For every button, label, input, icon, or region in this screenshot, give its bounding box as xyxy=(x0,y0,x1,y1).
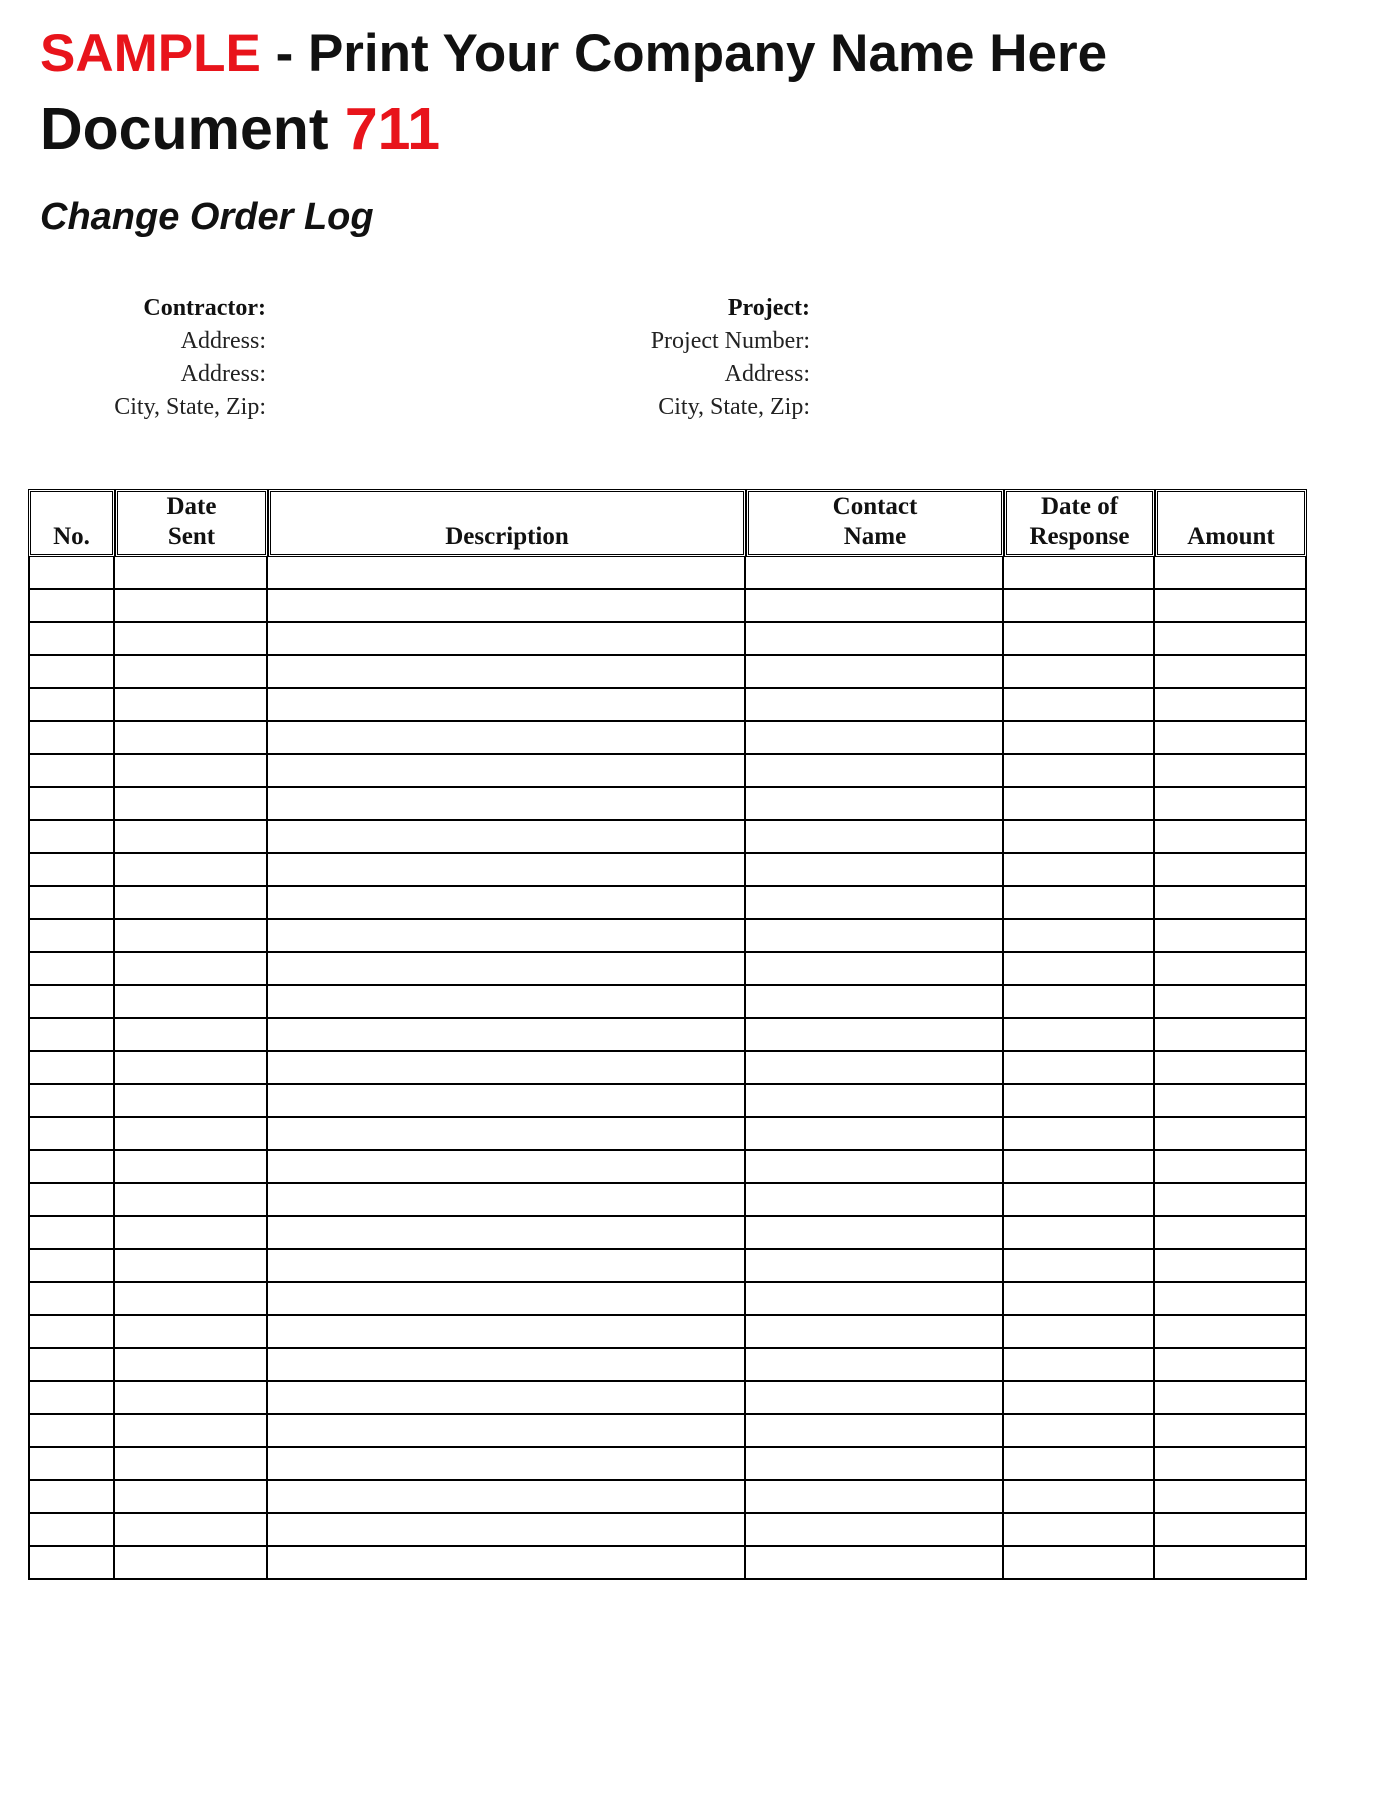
table-row xyxy=(28,1250,1307,1283)
table-row xyxy=(28,1349,1307,1382)
cell-date-of-response[interactable] xyxy=(1004,1448,1155,1481)
table-row xyxy=(28,623,1307,656)
cell-amount[interactable] xyxy=(1155,788,1307,821)
cell-no[interactable] xyxy=(28,689,115,722)
document-title xyxy=(40,94,440,164)
cell-description[interactable] xyxy=(268,1283,746,1316)
cell-date-of-response[interactable] xyxy=(1004,1349,1155,1382)
cell-no[interactable] xyxy=(28,656,115,689)
cell-date-sent[interactable] xyxy=(115,1085,268,1118)
cell-date-sent[interactable] xyxy=(115,1250,268,1283)
column-header-date-sent: Date Sent xyxy=(115,489,268,557)
table-row xyxy=(28,821,1307,854)
cell-no[interactable] xyxy=(28,623,115,656)
cell-contact-name[interactable] xyxy=(746,1118,1004,1151)
cell-date-of-response[interactable] xyxy=(1004,557,1155,590)
cell-date-sent[interactable] xyxy=(115,656,268,689)
cell-date-of-response[interactable] xyxy=(1004,1085,1155,1118)
project-city-state-zip-label: City, State, Zip: xyxy=(658,394,810,420)
cell-contact-name[interactable] xyxy=(746,623,1004,656)
cell-date-of-response[interactable] xyxy=(1004,1118,1155,1151)
cell-no[interactable] xyxy=(28,1019,115,1052)
cell-amount[interactable] xyxy=(1155,920,1307,953)
cell-contact-name[interactable] xyxy=(746,722,1004,755)
cell-date-of-response[interactable] xyxy=(1004,953,1155,986)
cell-date-of-response[interactable] xyxy=(1004,1151,1155,1184)
cell-description[interactable] xyxy=(268,755,746,788)
cell-amount[interactable] xyxy=(1155,1514,1307,1547)
cell-amount[interactable] xyxy=(1155,623,1307,656)
cell-no[interactable] xyxy=(28,1514,115,1547)
cell-contact-name[interactable] xyxy=(746,1217,1004,1250)
contractor-address-label-2: Address: xyxy=(180,361,266,387)
cell-date-sent[interactable] xyxy=(115,590,268,623)
cell-date-of-response[interactable] xyxy=(1004,1415,1155,1448)
table-row xyxy=(28,1151,1307,1184)
table-row xyxy=(28,1547,1307,1580)
project-number-label: Project Number: xyxy=(650,328,810,354)
cell-date-of-response[interactable] xyxy=(1004,623,1155,656)
cell-date-sent[interactable] xyxy=(115,1019,268,1052)
cell-description[interactable] xyxy=(268,557,746,590)
cell-description[interactable] xyxy=(268,1382,746,1415)
cell-contact-name[interactable] xyxy=(746,755,1004,788)
cell-date-of-response[interactable] xyxy=(1004,656,1155,689)
project-block xyxy=(560,292,810,424)
project-address-label: Address: xyxy=(724,361,810,387)
cell-no[interactable] xyxy=(28,1481,115,1514)
cell-description[interactable] xyxy=(268,1184,746,1217)
cell-date-sent[interactable] xyxy=(115,1382,268,1415)
cell-date-sent[interactable] xyxy=(115,557,268,590)
table-row xyxy=(28,755,1307,788)
cell-contact-name[interactable] xyxy=(746,1382,1004,1415)
cell-description[interactable] xyxy=(268,953,746,986)
table-row xyxy=(28,1184,1307,1217)
cell-no[interactable] xyxy=(28,1283,115,1316)
cell-no[interactable] xyxy=(28,986,115,1019)
cell-no[interactable] xyxy=(28,1151,115,1184)
cell-date-sent[interactable] xyxy=(115,1151,268,1184)
cell-contact-name[interactable] xyxy=(746,1349,1004,1382)
cell-date-of-response[interactable] xyxy=(1004,788,1155,821)
cell-amount[interactable] xyxy=(1155,1349,1307,1382)
table-row xyxy=(28,557,1307,590)
cell-amount[interactable] xyxy=(1155,590,1307,623)
cell-date-sent[interactable] xyxy=(115,1052,268,1085)
cell-amount[interactable] xyxy=(1155,1217,1307,1250)
cell-amount[interactable] xyxy=(1155,821,1307,854)
cell-date-sent[interactable] xyxy=(115,854,268,887)
table-row xyxy=(28,920,1307,953)
cell-date-sent[interactable] xyxy=(115,1415,268,1448)
cell-contact-name[interactable] xyxy=(746,557,1004,590)
cell-date-sent[interactable] xyxy=(115,1184,268,1217)
cell-amount[interactable] xyxy=(1155,557,1307,590)
cell-date-of-response[interactable] xyxy=(1004,1217,1155,1250)
cell-contact-name[interactable] xyxy=(746,1151,1004,1184)
cell-date-sent[interactable] xyxy=(115,623,268,656)
cell-date-sent[interactable] xyxy=(115,788,268,821)
cell-contact-name[interactable] xyxy=(746,953,1004,986)
cell-date-sent[interactable] xyxy=(115,1547,268,1580)
table-header-row xyxy=(28,489,1307,557)
cell-no[interactable] xyxy=(28,887,115,920)
cell-no[interactable] xyxy=(28,854,115,887)
cell-date-sent[interactable] xyxy=(115,722,268,755)
cell-date-of-response[interactable] xyxy=(1004,1514,1155,1547)
column-header-date-of-response: Date of Response xyxy=(1004,489,1155,557)
contractor-block xyxy=(40,292,266,424)
cell-amount[interactable] xyxy=(1155,1085,1307,1118)
cell-date-sent[interactable] xyxy=(115,1118,268,1151)
cell-description[interactable] xyxy=(268,1085,746,1118)
cell-no[interactable] xyxy=(28,557,115,590)
cell-description[interactable] xyxy=(268,1415,746,1448)
cell-date-of-response[interactable] xyxy=(1004,887,1155,920)
company-name-placeholder: - Print Your Company Name Here xyxy=(260,24,1108,83)
cell-no[interactable] xyxy=(28,1217,115,1250)
cell-date-sent[interactable] xyxy=(115,920,268,953)
cell-contact-name[interactable] xyxy=(746,1415,1004,1448)
cell-contact-name[interactable] xyxy=(746,689,1004,722)
cell-contact-name[interactable] xyxy=(746,1283,1004,1316)
table-row xyxy=(28,1019,1307,1052)
cell-contact-name[interactable] xyxy=(746,1481,1004,1514)
cell-amount[interactable] xyxy=(1155,986,1307,1019)
cell-date-of-response[interactable] xyxy=(1004,755,1155,788)
cell-no[interactable] xyxy=(28,1250,115,1283)
cell-date-of-response[interactable] xyxy=(1004,1019,1155,1052)
cell-description[interactable] xyxy=(268,689,746,722)
cell-description[interactable] xyxy=(268,821,746,854)
table-row xyxy=(28,788,1307,821)
cell-no[interactable] xyxy=(28,1118,115,1151)
company-title xyxy=(40,22,1107,86)
cell-no[interactable] xyxy=(28,788,115,821)
form-subtitle: Change Order Log xyxy=(40,196,374,238)
cell-no[interactable] xyxy=(28,1085,115,1118)
cell-description[interactable] xyxy=(268,590,746,623)
cell-date-of-response[interactable] xyxy=(1004,1316,1155,1349)
cell-amount[interactable] xyxy=(1155,1415,1307,1448)
cell-amount[interactable] xyxy=(1155,1481,1307,1514)
document-label: Document xyxy=(40,96,345,162)
cell-description[interactable] xyxy=(268,656,746,689)
cell-amount[interactable] xyxy=(1155,722,1307,755)
contractor-heading: Contractor: xyxy=(143,295,266,321)
cell-amount[interactable] xyxy=(1155,1019,1307,1052)
cell-no[interactable] xyxy=(28,821,115,854)
cell-description[interactable] xyxy=(268,1151,746,1184)
contractor-address-label-1: Address: xyxy=(180,328,266,354)
table-row xyxy=(28,1118,1307,1151)
cell-description[interactable] xyxy=(268,1481,746,1514)
cell-date-sent[interactable] xyxy=(115,821,268,854)
cell-date-of-response[interactable] xyxy=(1004,590,1155,623)
cell-no[interactable] xyxy=(28,1448,115,1481)
cell-amount[interactable] xyxy=(1155,1547,1307,1580)
cell-amount[interactable] xyxy=(1155,1316,1307,1349)
column-header-description: Description xyxy=(268,489,746,557)
cell-description[interactable] xyxy=(268,623,746,656)
cell-no[interactable] xyxy=(28,1415,115,1448)
cell-date-of-response[interactable] xyxy=(1004,986,1155,1019)
cell-date-of-response[interactable] xyxy=(1004,821,1155,854)
cell-contact-name[interactable] xyxy=(746,854,1004,887)
table-row xyxy=(28,887,1307,920)
table-row xyxy=(28,1415,1307,1448)
cell-amount[interactable] xyxy=(1155,689,1307,722)
table-row xyxy=(28,854,1307,887)
cell-contact-name[interactable] xyxy=(746,1448,1004,1481)
cell-date-of-response[interactable] xyxy=(1004,1481,1155,1514)
cell-amount[interactable] xyxy=(1155,953,1307,986)
cell-date-of-response[interactable] xyxy=(1004,1184,1155,1217)
cell-description[interactable] xyxy=(268,1118,746,1151)
cell-contact-name[interactable] xyxy=(746,788,1004,821)
cell-description[interactable] xyxy=(268,722,746,755)
table-row xyxy=(28,1481,1307,1514)
cell-no[interactable] xyxy=(28,1349,115,1382)
cell-no[interactable] xyxy=(28,1184,115,1217)
cell-contact-name[interactable] xyxy=(746,1514,1004,1547)
column-header-contact-name: Contact Name xyxy=(746,489,1004,557)
cell-amount[interactable] xyxy=(1155,1382,1307,1415)
cell-description[interactable] xyxy=(268,1514,746,1547)
cell-description[interactable] xyxy=(268,1547,746,1580)
table-row xyxy=(28,689,1307,722)
cell-no[interactable] xyxy=(28,953,115,986)
table-row xyxy=(28,986,1307,1019)
table-row xyxy=(28,656,1307,689)
cell-date-of-response[interactable] xyxy=(1004,1250,1155,1283)
document-number: 711 xyxy=(344,96,441,162)
cell-description[interactable] xyxy=(268,920,746,953)
cell-amount[interactable] xyxy=(1155,1448,1307,1481)
cell-no[interactable] xyxy=(28,722,115,755)
table-body xyxy=(28,557,1307,1580)
cell-contact-name[interactable] xyxy=(746,1052,1004,1085)
cell-description[interactable] xyxy=(268,1052,746,1085)
cell-no[interactable] xyxy=(28,1382,115,1415)
cell-description[interactable] xyxy=(268,887,746,920)
cell-date-sent[interactable] xyxy=(115,1448,268,1481)
cell-date-sent[interactable] xyxy=(115,953,268,986)
cell-description[interactable] xyxy=(268,1217,746,1250)
cell-date-sent[interactable] xyxy=(115,986,268,1019)
cell-contact-name[interactable] xyxy=(746,986,1004,1019)
cell-contact-name[interactable] xyxy=(746,590,1004,623)
cell-contact-name[interactable] xyxy=(746,887,1004,920)
cell-description[interactable] xyxy=(268,986,746,1019)
cell-amount[interactable] xyxy=(1155,1118,1307,1151)
cell-date-of-response[interactable] xyxy=(1004,1382,1155,1415)
cell-date-sent[interactable] xyxy=(115,1283,268,1316)
cell-no[interactable] xyxy=(28,1316,115,1349)
cell-no[interactable] xyxy=(28,1547,115,1580)
cell-description[interactable] xyxy=(268,1250,746,1283)
cell-amount[interactable] xyxy=(1155,854,1307,887)
table-row xyxy=(28,1514,1307,1547)
cell-description[interactable] xyxy=(268,1019,746,1052)
cell-description[interactable] xyxy=(268,1448,746,1481)
cell-description[interactable] xyxy=(268,1316,746,1349)
cell-date-sent[interactable] xyxy=(115,887,268,920)
table-row xyxy=(28,1217,1307,1250)
cell-amount[interactable] xyxy=(1155,656,1307,689)
cell-no[interactable] xyxy=(28,590,115,623)
cell-contact-name[interactable] xyxy=(746,1019,1004,1052)
cell-amount[interactable] xyxy=(1155,1250,1307,1283)
cell-date-of-response[interactable] xyxy=(1004,1547,1155,1580)
project-heading: Project: xyxy=(727,295,810,321)
cell-no[interactable] xyxy=(28,920,115,953)
table-row xyxy=(28,590,1307,623)
cell-date-of-response[interactable] xyxy=(1004,1052,1155,1085)
change-order-log-table xyxy=(28,489,1307,1580)
contractor-city-state-zip-label: City, State, Zip: xyxy=(114,394,266,420)
cell-date-of-response[interactable] xyxy=(1004,1283,1155,1316)
cell-no[interactable] xyxy=(28,755,115,788)
cell-date-sent[interactable] xyxy=(115,689,268,722)
cell-date-sent[interactable] xyxy=(115,1514,268,1547)
table-row xyxy=(28,1382,1307,1415)
cell-date-of-response[interactable] xyxy=(1004,722,1155,755)
cell-date-sent[interactable] xyxy=(115,1349,268,1382)
cell-amount[interactable] xyxy=(1155,1283,1307,1316)
cell-contact-name[interactable] xyxy=(746,1184,1004,1217)
column-header-amount: Amount xyxy=(1155,489,1307,557)
cell-date-of-response[interactable] xyxy=(1004,854,1155,887)
sample-label: SAMPLE xyxy=(40,24,261,83)
cell-no[interactable] xyxy=(28,1052,115,1085)
table-row xyxy=(28,1085,1307,1118)
cell-contact-name[interactable] xyxy=(746,1547,1004,1580)
cell-contact-name[interactable] xyxy=(746,1250,1004,1283)
cell-contact-name[interactable] xyxy=(746,1085,1004,1118)
cell-amount[interactable] xyxy=(1155,887,1307,920)
table-row xyxy=(28,1052,1307,1085)
cell-description[interactable] xyxy=(268,1349,746,1382)
cell-contact-name[interactable] xyxy=(746,821,1004,854)
cell-contact-name[interactable] xyxy=(746,920,1004,953)
cell-description[interactable] xyxy=(268,788,746,821)
cell-contact-name[interactable] xyxy=(746,656,1004,689)
cell-amount[interactable] xyxy=(1155,1151,1307,1184)
table-row xyxy=(28,1316,1307,1349)
cell-date-of-response[interactable] xyxy=(1004,689,1155,722)
cell-date-of-response[interactable] xyxy=(1004,920,1155,953)
table-row xyxy=(28,1448,1307,1481)
cell-amount[interactable] xyxy=(1155,1184,1307,1217)
cell-date-sent[interactable] xyxy=(115,1481,268,1514)
table-row xyxy=(28,953,1307,986)
table-row xyxy=(28,1283,1307,1316)
cell-amount[interactable] xyxy=(1155,755,1307,788)
cell-date-sent[interactable] xyxy=(115,1217,268,1250)
column-header-no: No. xyxy=(28,489,115,557)
cell-amount[interactable] xyxy=(1155,1052,1307,1085)
cell-contact-name[interactable] xyxy=(746,1316,1004,1349)
cell-description[interactable] xyxy=(268,854,746,887)
cell-date-sent[interactable] xyxy=(115,755,268,788)
table-row xyxy=(28,722,1307,755)
cell-date-sent[interactable] xyxy=(115,1316,268,1349)
